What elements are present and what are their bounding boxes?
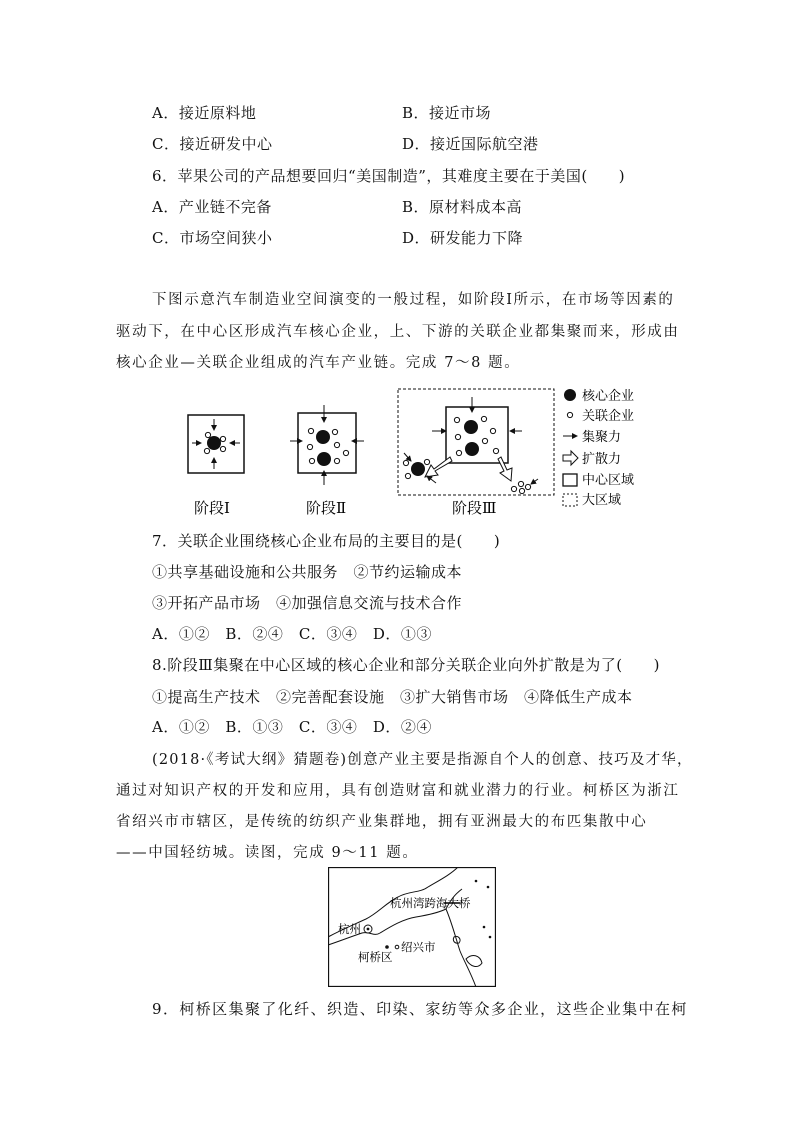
legend-large: 大区域 <box>582 493 622 508</box>
q8-stem: 8.阶段Ⅲ集聚在中心区域的核心企业和部分关联企业向外扩散是为了( ) <box>152 656 660 674</box>
stage-1-label: 阶段Ⅰ <box>194 499 230 517</box>
stage-2-diagram <box>290 405 364 485</box>
q8-answers: A．①② B．①③ C．③④ D．②④ <box>152 718 432 736</box>
intro1-line-1: 下图示意汽车制造业空间演变的一般过程，如阶段Ⅰ所示，在市场等因素的 <box>152 292 675 308</box>
large-region-icon <box>563 494 577 506</box>
diffusion-arrow-icon <box>563 451 578 465</box>
q7-items-2: ③开拓产品市场 ④加强信息交流与技术合作 <box>152 594 463 612</box>
q5-option-c: C．接近研发中心 <box>152 135 273 153</box>
stage-3-label: 阶段Ⅲ <box>452 499 497 517</box>
q9-stem: 9．柯桥区集聚了化纤、织造、印染、家纺等众多企业，这些企业集中在柯 <box>152 1000 688 1018</box>
q7-stem: 7．关联企业围绕核心企业布局的主要目的是( ) <box>152 532 501 550</box>
industry-evolution-figure <box>180 385 650 520</box>
legend-core: 核心企业 <box>582 389 635 404</box>
q6-option-a: A．产业链不完备 <box>152 198 272 216</box>
stage-2-label: 阶段Ⅱ <box>306 499 347 517</box>
legend-core-symbol <box>564 389 576 401</box>
q6-option-c: C．市场空间狭小 <box>152 229 273 247</box>
figure-legend <box>563 388 634 508</box>
q6-option-d: D．研发能力下降 <box>402 229 524 247</box>
map-shaoxing-label: 绍兴市 <box>401 940 436 954</box>
legend-diffusion: 扩散力 <box>582 452 622 467</box>
q7-items-1: ①共享基础设施和公共服务 ②节约运输成本 <box>152 563 463 581</box>
legend-related: 关联企业 <box>582 409 635 424</box>
stage-3-diagram <box>398 389 554 495</box>
map-hangzhou-label: 杭州 <box>338 922 361 936</box>
intro2-line-3: 省绍兴市市辖区，是传统的纺织产业集群地，拥有亚洲最大的布匹集散中心 <box>116 814 648 830</box>
intro1-line-3: 核心企业—关联企业组成的汽车产业链。完成 7～8 题。 <box>116 355 521 371</box>
center-region-icon <box>563 474 577 486</box>
legend-center: 中心区域 <box>582 473 635 488</box>
map-bridge-label: 杭州湾跨海大桥 <box>390 896 471 910</box>
map-keqiao-label: 柯桥区 <box>358 950 393 964</box>
q5-option-d: D．接近国际航空港 <box>402 135 539 153</box>
q7-answers: A．①② B．②④ C．③④ D．①③ <box>152 625 432 643</box>
intro2-line-4: ——中国轻纺城。读图，完成 9～11 题。 <box>116 845 419 861</box>
q5-option-b: B．接近市场 <box>402 104 492 122</box>
q6-option-b: B．原材料成本高 <box>402 198 523 216</box>
intro2-line-2: 通过对知识产权的开发和应用，具有创造财富和就业潜力的行业。柯桥区为浙江 <box>116 783 680 799</box>
q5-option-a: A．接近原料地 <box>152 104 257 122</box>
legend-related-symbol <box>567 412 572 417</box>
q6-stem: 6．苹果公司的产品想要回归“美国制造”，其难度主要在于美国( ) <box>152 167 626 185</box>
legend-agglomeration: 集聚力 <box>582 430 622 445</box>
intro2-line-1: (2018·《考试大纲》猜题卷)创意产业主要是指源自个人的创意、技巧及才华， <box>152 752 693 768</box>
keqiao-map <box>328 867 496 987</box>
stage-1-diagram <box>188 415 244 473</box>
intro1-line-2: 驱动下，在中心区形成汽车核心企业，上、下游的关联企业都集聚而来，形成由 <box>116 324 680 340</box>
q8-items: ①提高生产技术 ②完善配套设施 ③扩大销售市场 ④降低生产成本 <box>152 688 633 706</box>
